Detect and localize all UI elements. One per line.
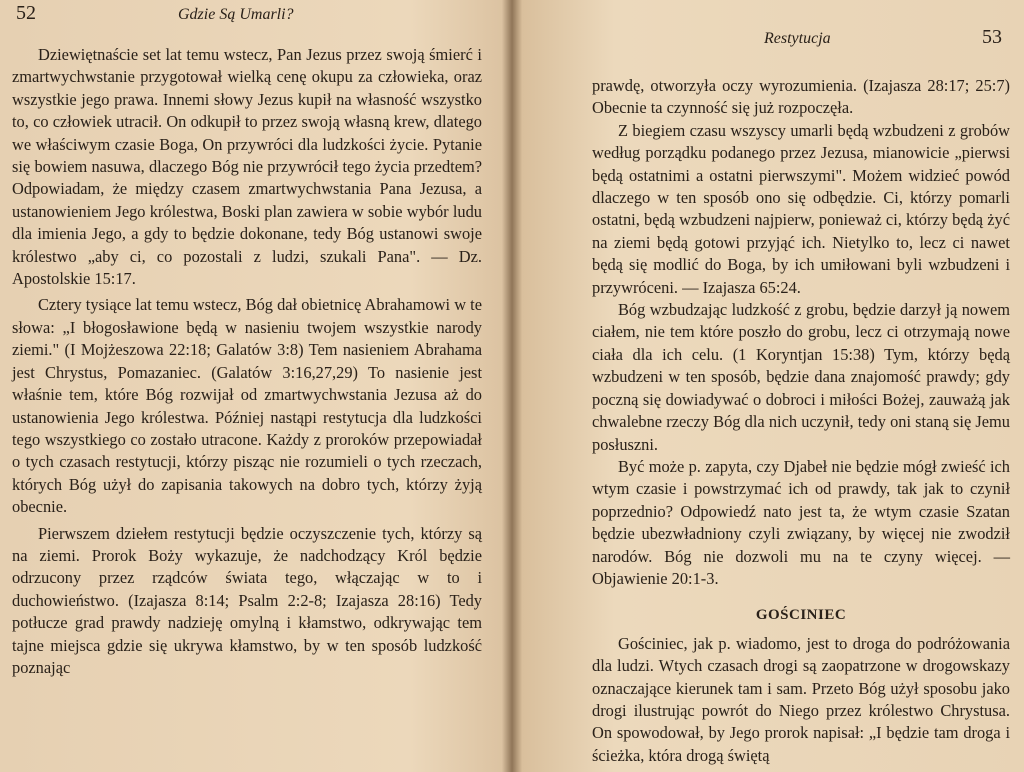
paragraph: Bóg wzbudzając ludzkość z grobu, będzie darzył ją nowem ciałem, nie tem które poszło do grobu, lecz ci otrzymają nowe ciała dla ich celu. (1 Koryntjan 15:38) Tym, którzy będą wzbudzeni w ten sposób, będzie dana znajomość prawdy; gdy poczną się dowiadywać o dobroci i miłości Bożej, zauważą jak chwalebne rzeczy Bóg dla nich uczynił, tedy oni staną się Jemu posłuszni. (592, 300, 1010, 454)
paragraph: Z biegiem czasu wszyscy umarli będą wzbudzeni z grobów według porządku podanego przez Jezusa, mianowicie „pierwsi będą ostatnimi a ostatni pierwszymi". Możem widzieć powód dlaczego w ten sposób ono się odbędzie. Ci, którzy pomarli ostatni, będą wzbudzeni najpierw, ponieważ ci, którzy będą żyć na ziemi będą gotowi przyjąć ich. Nietylko to, lecz ci nawet będą się modlić do Boga, by ich umiłowani byli wzbudzeni i przywróceni. — Izajasza 65:24. (592, 120, 1010, 297)
paragraph: Być może p. zapyta, czy Djabeł nie będzie mógł zwieść ich wtym czasie i powstrzymać ich od prawdy, tak jak to czynił poprzednio? Odpowiedź nato jest ta, że wtym czasie Szatan będzie ubezwładniony czyli związany, by więcej nie zwodził narodów. Bóg nie dozwoli mu na te czyny więcej. — Objawienie 20:1-3. (592, 456, 1010, 588)
right-page-header (592, 0, 1016, 48)
right-page (514, 0, 1024, 772)
left-page (0, 0, 510, 772)
page-number: 52 (16, 2, 36, 24)
running-title: Gdzie Są Umarli? (178, 6, 294, 23)
page-number: 53 (982, 26, 1002, 48)
right-page-body (592, 40, 1016, 767)
paragraph: Cztery tysiące lat temu wstecz, Bóg dał obietnicę Abrahamowi w te słowa: „I błogosławione będą w nasieniu twojem wszystkie narody ziemi." (I Mojżeszowa 22:18; Galatów 3:8) Tem nasieniem Abrahama jest Chrystus, Pomazaniec. (Galatów 3:16,27,29) To nasienie jest właśnie tem, które Bóg rozwijał od zmartwychwstania Jezusa aż do ustanowienia Jego królestwa. Później nastąpi restytucja dla ludzkości tego wszystkiego co zostało utracone. Każdy z proroków przepowiadał o tych czasach restytucji, którzy pisząc nie rozumieli o tych rzeczach, których Bóg użył do zapisania takowych na dobro tych, którzy żyją obecnie. (12, 295, 482, 517)
section-heading: GOŚCINIEC (755, 607, 847, 624)
running-title: Restytucja (764, 30, 831, 47)
paragraph: Pierwszem dziełem restytucji będzie oczyszczenie tych, którzy są na ziemi. Prorok Boży wykazuje, że nadchodzący Król będzie odrzucony przez rządców świata tego, włączając w to i duchowieństwo. (Izajasza 8:14; Psalm 2:2-8; Izajasza 28:16) Tedy potłucze grad prawdy nadzieję omylną i kłamstwo, odkrywając tem tajne miejsca gdzie się ukrywa kłamstwo, by w ten sposób ludzkość poznając (12, 523, 482, 677)
paragraph: Dziewiętnaście set lat temu wstecz, Pan Jezus przez swoją śmierć i zmartwychwstanie przygotował wielką cenę okupu za człowieka, oraz wszystkie jego prawa. Innemi słowy Jezus kupił na własność wszystko to, co człowiek utracił. On odkupił to przez swoją własną krew, dlatego we właściwym czasie Boga, On przywróci dla ludzkości życie. Pytanie się bowiem nasuwa, dlaczego Bóg nie przywrócił tego życia przedtem? Odpowiadam, że między czasem zmartwychwstania Pana Jezusa, a ustanowieniem Jego królestwa, Boski plan zawiera w sobie wybór ludu dla imienia Jego, a gdy to będzie dokonane, tedy Bóg ustanowi swoje królestwo „aby ci, co pozostali z ludzi, szukali Pana". — Dz. Apostolskie 15:17. (12, 45, 482, 289)
left-page-body (8, 40, 490, 679)
paragraph: Gościniec, jak p. wiadomo, jest to droga do podróżowania dla ludzi. Wtych czasach drogi są zaopatrzone w drogowskazy oznaczające kierunek tam i sam. Przeto Bóg użył sposobu jako drogi ilustrując powrót do Niego przez królestwo Chrystusa. On spowodował, by Jego prorok napisał: „I będzie tam droga i ścieżka, która drogą świętą (592, 633, 1010, 765)
left-page-header (8, 0, 490, 40)
paragraph-continuation: prawdę, otworzyła oczy wyrozumienia. (Izajasza 28:17; 25:7) Obecnie ta czynność się już rozpoczęła. (592, 76, 1010, 118)
